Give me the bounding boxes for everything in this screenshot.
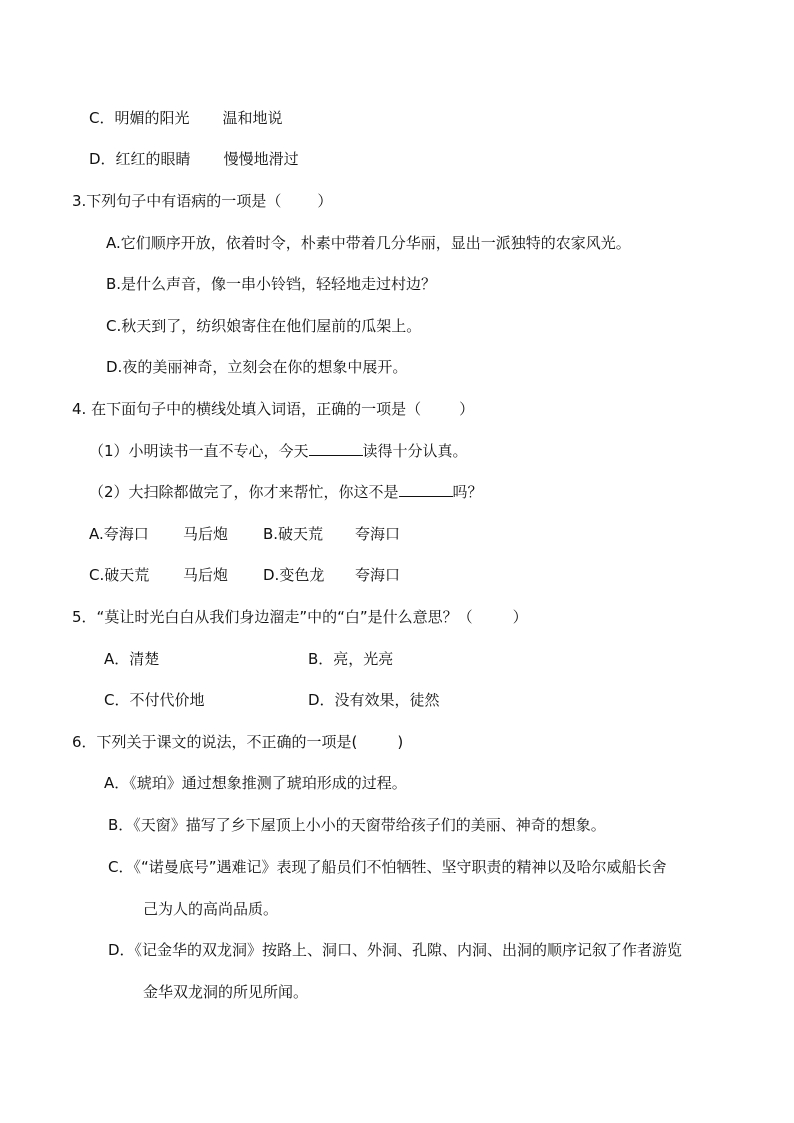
q6-stem-text: 6．下列关于课文的说法，不正确的一项是( xyxy=(72,733,358,751)
q3-stem-close: ） xyxy=(317,192,333,210)
q2-option-d-part1: D．红红的眼睛 xyxy=(89,150,191,168)
q4-option-c: C.破天荒 xyxy=(89,566,150,584)
q6-option-c-line-2: 己为人的高尚品质。 xyxy=(143,900,279,918)
q6-stem-close: ) xyxy=(397,733,404,751)
q5-stem-text: 5．“莫让时光白白从我们身边溜走”中的“白”是什么意思？（ xyxy=(72,608,473,626)
q4-sentence-1-after: 读得十分认真。 xyxy=(362,442,468,460)
q5-option-d: D．没有效果，徒然 xyxy=(308,691,440,709)
q4-sentence-2-before: （2）大扫除都做完了，你才来帮忙，你这不是 xyxy=(89,483,399,501)
q4-option-b-second: 夸海口 xyxy=(355,525,401,543)
q2-option-c-part1: C．明媚的阳光 xyxy=(89,109,190,127)
q4-sentence-2-after: 吗？ xyxy=(452,483,483,501)
q5-stem-close: ） xyxy=(512,608,528,626)
q2-option-d xyxy=(89,149,299,169)
q2-option-d-part2: 慢慢地滑过 xyxy=(223,150,299,168)
q6-option-d-line-2: 金华双龙洞的所见所闻。 xyxy=(143,983,309,1001)
q4-option-a: A.夸海口 xyxy=(89,525,149,543)
q3-stem-text: 3.下列句子中有语病的一项是（ xyxy=(72,192,282,210)
q5-stem xyxy=(72,607,528,627)
q5-option-a: A．清楚 xyxy=(104,650,160,668)
q4-sentence-1-before: （1）小明读书一直不专心，今天 xyxy=(89,442,309,460)
q4-blank-2[interactable] xyxy=(399,482,453,497)
q6-stem xyxy=(72,732,403,752)
q4-option-d: D.变色龙 xyxy=(263,566,325,584)
q4-option-b: B.破天荒 xyxy=(263,525,324,543)
q4-option-c-second: 马后炮 xyxy=(183,566,229,584)
q3-stem xyxy=(72,191,332,211)
q4-option-d-second: 夸海口 xyxy=(355,566,401,584)
q6-option-c-line-1: C．《“诺曼底号”遇难记》表现了船员们不怕牺牲、坚守职责的精神以及哈尔威船长舍 xyxy=(108,858,667,876)
q4-sentence-2 xyxy=(89,482,483,502)
q5-option-b: B．亮，光亮 xyxy=(308,650,394,668)
q4-stem-text: 4. 在下面句子中的横线处填入词语，正确的一项是（ xyxy=(72,400,422,418)
q3-option-b: B.是什么声音，像一串小铃铛，轻轻地走过村边？ xyxy=(106,275,437,293)
q4-stem-close: ） xyxy=(459,400,475,418)
q4-stem xyxy=(72,399,474,419)
q4-option-a-second: 马后炮 xyxy=(183,525,229,543)
q6-option-b: B．《天窗》描写了乡下屋顶上小小的天窗带给孩子们的美丽、神奇的想象。 xyxy=(108,816,606,834)
q2-option-c-part2: 温和地说 xyxy=(222,109,283,127)
q3-option-a: A.它们顺序开放，依着时令，朴素中带着几分华丽，显出一派独特的农家风光。 xyxy=(106,234,631,252)
q3-option-d: D.夜的美丽神奇，立刻会在你的想象中展开。 xyxy=(106,358,408,376)
q4-sentence-1 xyxy=(89,441,468,461)
q4-blank-1[interactable] xyxy=(309,441,363,456)
q4-options-row-1 xyxy=(89,524,400,544)
q5-option-c: C．不付代价地 xyxy=(104,691,205,709)
q6-option-a: A．《琥珀》通过想象推测了琥珀形成的过程。 xyxy=(104,774,407,792)
q2-option-c xyxy=(89,108,283,128)
q6-option-d-line-1: D．《记金华的双龙洞》按路上、洞口、外洞、孔隙、内洞、出洞的顺序记叙了作者游览 xyxy=(108,941,683,959)
q4-options-row-2 xyxy=(89,565,400,585)
q3-option-c: C.秋天到了，纺织娘寄住在他们屋前的瓜架上。 xyxy=(106,317,422,335)
